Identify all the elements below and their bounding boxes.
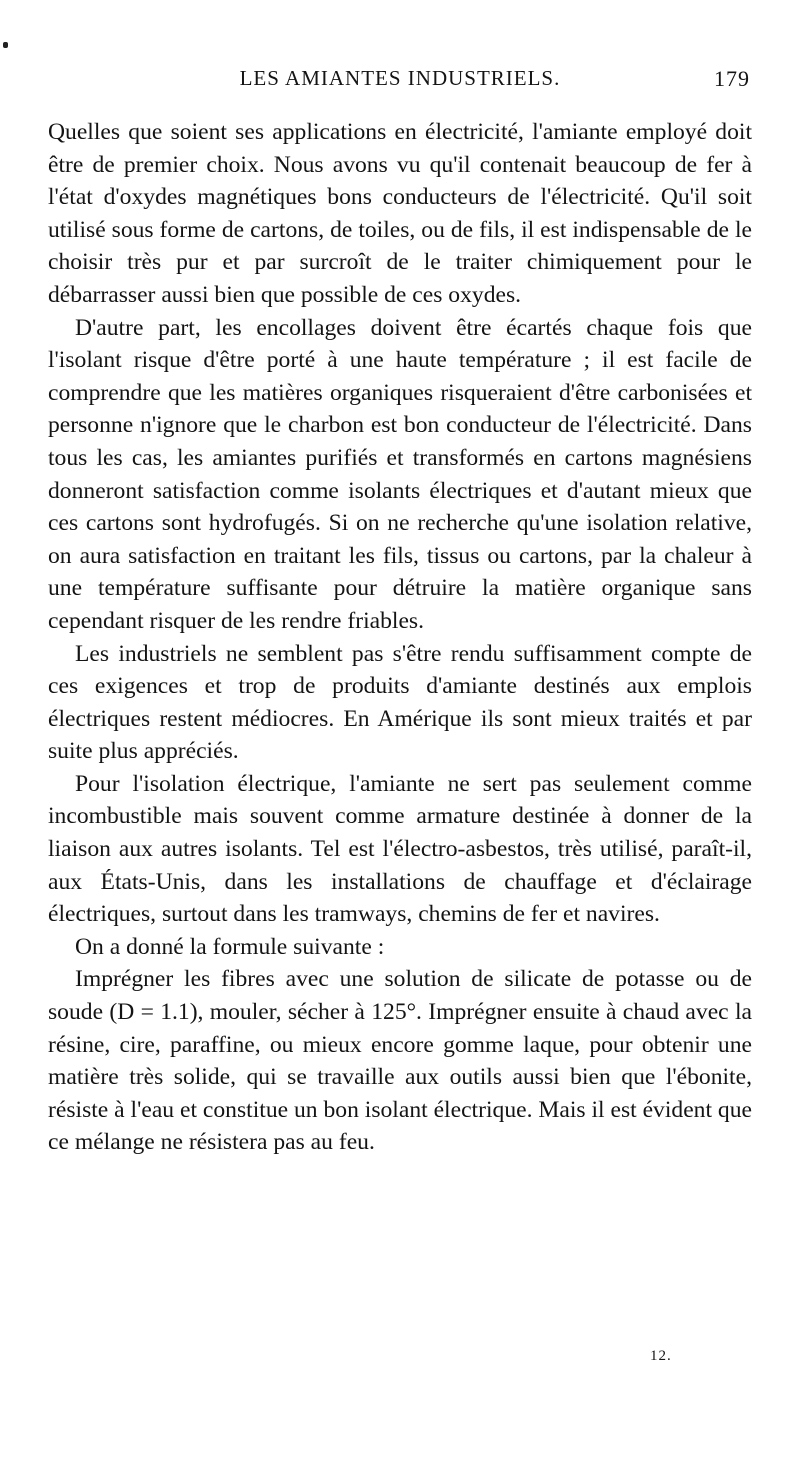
paragraph-5: On a donné la formule suivante : — [75, 933, 385, 960]
body-text — [48, 116, 752, 1159]
print-speck — [3, 42, 8, 48]
page-number: 179 — [714, 66, 750, 91]
book-page — [48, 62, 752, 1159]
running-head — [48, 62, 752, 98]
paragraph-2: D'autre part, les encollages doivent être écartés chaque fois que l'isolant risque d'être porté à une haute température ; il est facile de comprendre que les matières organiques risqueraient d'être carbonisées et personne n'ignore que le charbon est bon conducteur de l'électricité. Dans tous les cas, les amiantes purifiés et transformés en cartons magnésiens donneront satisfaction comme isolants électriques et d'autant mieux que ces cartons sont hydrofugés. Si on ne recherche qu'une isolation relative, on aura satisfaction en traitant les fils, tissus ou cartons, par la chaleur à une température suffisante pour détruire la matière organique sans cependant risquer de les rendre friables. — [48, 314, 752, 634]
signature-mark: 12. — [650, 1348, 672, 1364]
paragraph-6: Imprégner les fibres avec une solution de silicate de potasse ou de soude (D = 1.1), mouler, sécher à 125°. Imprégner ensuite à chaud avec la résine, cire, paraffine, ou mieux encore gomme laque, pour obtenir une matière très solide, qui se travaille aux outils aussi bien que l'ébonite, résiste à l'eau et constitue un bon isolant électrique. Mais il est évident que ce mélange ne résistera pas au feu. — [48, 966, 752, 1156]
running-title: LES AMIANTES INDUSTRIELS. — [239, 66, 561, 90]
paragraph-4: Pour l'isolation électrique, l'amiante ne sert pas seulement comme incombustible mais souvent comme armature destinée à donner de la liaison aux autres isolants. Tel est l'électro-asbestos, très utilisé, paraît-il, aux États-Unis, dans les installations de chauffage et d'éclairage électriques, surtout dans les tramways, chemins de fer et navires. — [48, 770, 752, 928]
paragraph-1: Quelles que soient ses applications en électricité, l'amiante employé doit être de premier choix. Nous avons vu qu'il contenait beaucoup de fer à l'état d'oxydes magnétiques bons conducteurs de l'électricité. Qu'il soit utilisé sous forme de cartons, de toiles, ou de fils, il est indispensable de le choisir très pur et par surcroît de le traiter chimiquement pour le débarrasser aussi bien que possible de ces oxydes. — [48, 119, 752, 308]
paragraph-3: Les industriels ne semblent pas s'être rendu suffisamment compte de ces exigences et trop de produits d'amiante destinés aux emplois électriques restent médiocres. En Amérique ils sont mieux traités et par suite plus appréciés. — [48, 640, 752, 765]
